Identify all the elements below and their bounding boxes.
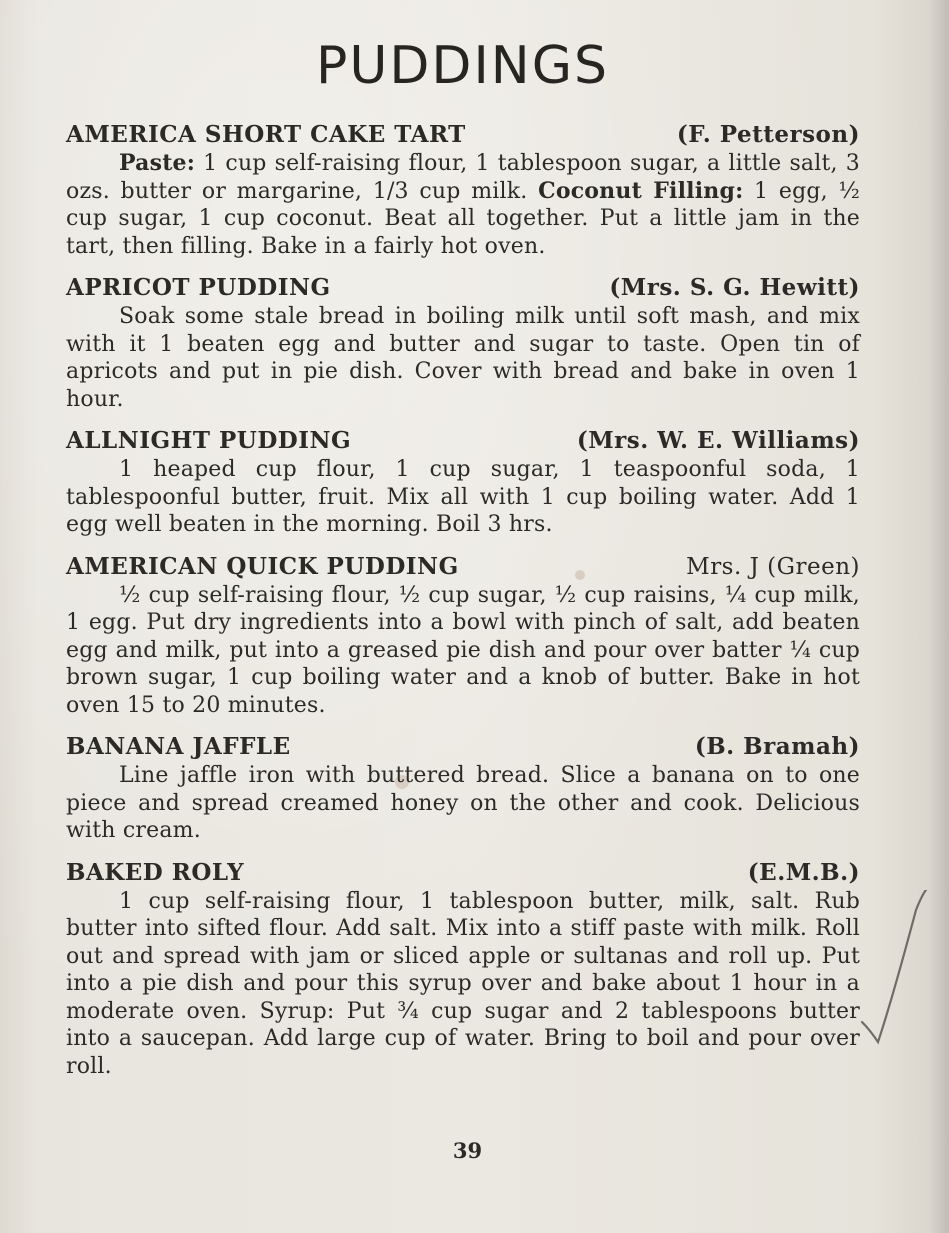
recipe-header bbox=[66, 858, 860, 888]
recipe-text: ½ cup self-raising flour, ½ cup sugar, ½ cup raisins, ¼ cup milk, 1 egg. Put dry ingredients into a bowl with pinch of salt, add beaten egg and milk, put into a greased pie dish and pour over batter ¼ cup brown sugar, 1 cup boiling water and a knob of butter. Bake in hot oven 15 to 20 minutes. bbox=[66, 582, 860, 718]
ingredient-text: 1 egg, ½ cup sugar, 1 cup coconut. Beat all together. Put a little jam in the tart, then filling. Bake in a fairly hot oven. bbox=[66, 178, 861, 259]
recipe-apricot-pudding bbox=[66, 273, 860, 413]
recipe-allnight-pudding bbox=[66, 426, 860, 539]
page-title: PUDDINGS bbox=[315, 36, 610, 96]
recipe-list bbox=[66, 120, 860, 1093]
recipe-author: (Mrs. W. E. Williams) bbox=[576, 427, 860, 454]
recipe-text: 1 heaped cup flour, 1 cup sugar, 1 teaspoonful soda, 1 tablespoonful butter, fruit. Mix all with 1 cup boiling water. Add 1 egg well beaten in the morning. Boil 3 hrs. bbox=[66, 457, 860, 537]
recipe-author: (Mrs. S. G. Hewitt) bbox=[609, 274, 860, 301]
recipe-title: APRICOT PUDDING bbox=[66, 274, 331, 301]
recipe-title: AMERICA SHORT CAKE TART bbox=[66, 121, 466, 148]
recipe-header bbox=[66, 732, 860, 762]
recipe-header bbox=[66, 273, 860, 303]
recipe-author: Mrs. J (Green) bbox=[686, 553, 860, 580]
ingredient-text: 1 cup self-raising flour, 1 tablespoon sugar, a little salt, 3 ozs. butter or margarine, 1/3 cup milk. bbox=[66, 151, 860, 204]
recipe-author: (F. Petterson) bbox=[676, 121, 860, 148]
page-number: 39 bbox=[452, 1138, 483, 1163]
recipe-text: Soak some stale bread in boiling milk until soft mash, and mix with it 1 beaten egg and butter and sugar to taste. Open tin of apricots and put in pie dish. Cover with bread and bake in oven 1 hour. bbox=[66, 304, 860, 412]
recipe-baked-roly bbox=[66, 858, 860, 1081]
recipe-text: Line jaffle iron with buttered bread. Slice a banana on to one piece and spread creamed honey on the other and cook. Delicious with cream. bbox=[66, 763, 860, 843]
recipe-banana-jaffle bbox=[66, 732, 860, 845]
recipe-text: 1 cup self-raising flour, 1 tablespoon butter, milk, salt. Rub butter into sifted flour. Add salt. Mix into a stiff paste with milk. Roll out and spread with jam or sliced apple or sultanas and roll up. Put into a pie dish and pour this syrup over and bake about 1 hour in a moderate oven. Syrup: Put ¾ cup sugar and 2 tablespoons butter into a saucepan. Add large cup of water. Bring to boil and pour over roll. bbox=[66, 888, 860, 1079]
recipe-title: AMERICAN QUICK PUDDING bbox=[66, 552, 459, 580]
recipe-author: (B. Bramah) bbox=[694, 733, 860, 760]
ingredient-label: Coconut Filling: bbox=[538, 177, 744, 204]
recipe-title: ALLNIGHT PUDDING bbox=[66, 427, 352, 454]
recipe-header bbox=[66, 120, 860, 150]
recipe-america-short-cake-tart bbox=[66, 120, 860, 260]
recipe-header bbox=[66, 426, 860, 456]
recipe-american-quick-pudding bbox=[66, 552, 860, 720]
recipe-text bbox=[66, 150, 860, 260]
recipe-title: BAKED ROLY bbox=[66, 858, 245, 886]
ingredient-label: Paste: bbox=[119, 150, 196, 176]
recipe-title: BANANA JAFFLE bbox=[66, 733, 291, 760]
recipe-author: (E.M.B.) bbox=[747, 858, 860, 886]
recipe-header bbox=[66, 552, 860, 582]
pencil-checkmark bbox=[856, 890, 936, 1050]
